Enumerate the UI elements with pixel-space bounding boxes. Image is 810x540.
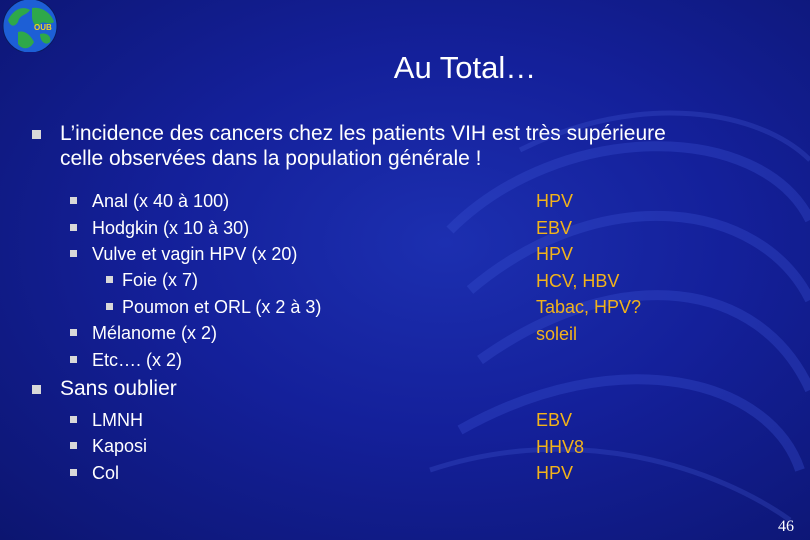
cause-item: HCV, HBV (536, 270, 620, 291)
sub-bullet-marker (70, 197, 77, 204)
bullet-marker (32, 385, 41, 394)
causes2-column (536, 407, 584, 487)
cause-item: soleil (536, 323, 578, 344)
subsub-bullet-marker (106, 276, 113, 283)
sub-bullet-marker (70, 250, 77, 257)
sub-item-anal: Anal (x 40 à 100) (92, 191, 230, 211)
sub-bullet-marker (70, 442, 77, 449)
cause-item: EBV (536, 217, 573, 238)
sub-item-col: Col (92, 463, 120, 483)
logo-text: OUB (34, 23, 52, 32)
sub-item-poumon: Poumon et ORL (x 2 à 3) (122, 297, 322, 317)
sub-item-melanome: Mélanome (x 2) (92, 323, 218, 343)
cause-item: HHV8 (536, 436, 585, 457)
slide-title: Au Total… (393, 50, 537, 85)
cause-item: EBV (536, 410, 573, 430)
sub-item-foie: Foie (x 7) (122, 270, 199, 290)
cause-item: HPV (536, 191, 574, 211)
causes-column (536, 188, 641, 347)
cause-item: HPV (536, 463, 574, 483)
sub-bullet-marker (70, 224, 77, 231)
sub-bullet-marker (70, 356, 77, 363)
sub-item-vulve: Vulve et vagin HPV (x 20) (92, 244, 298, 264)
cause-item: Tabac, HPV? (536, 297, 642, 317)
subsub-bullet-marker (106, 303, 113, 310)
sub-bullet-marker (70, 469, 77, 476)
bullet1-line1: L’incidence des cancers chez les patients VIH est très supérieure (60, 122, 666, 145)
sub-bullet-marker (70, 329, 77, 336)
sub-bullet-marker (70, 416, 77, 423)
bullet-marker (32, 130, 41, 139)
sub-item-hodgkin: Hodgkin (x 10 à 30) (92, 218, 250, 238)
cause-item: HPV (536, 244, 574, 264)
sub-item-kaposi: Kaposi (92, 436, 148, 456)
sub-item-lmnh: LMNH (92, 410, 144, 430)
bullet1-line2: celle observées dans la population générale ! (60, 147, 482, 170)
globe-logo-icon (0, 0, 60, 52)
page-number: 46 (778, 518, 794, 535)
sub-item-etc: Etc…. (x 2) (92, 350, 183, 370)
bullet2-text: Sans oublier (60, 377, 177, 400)
